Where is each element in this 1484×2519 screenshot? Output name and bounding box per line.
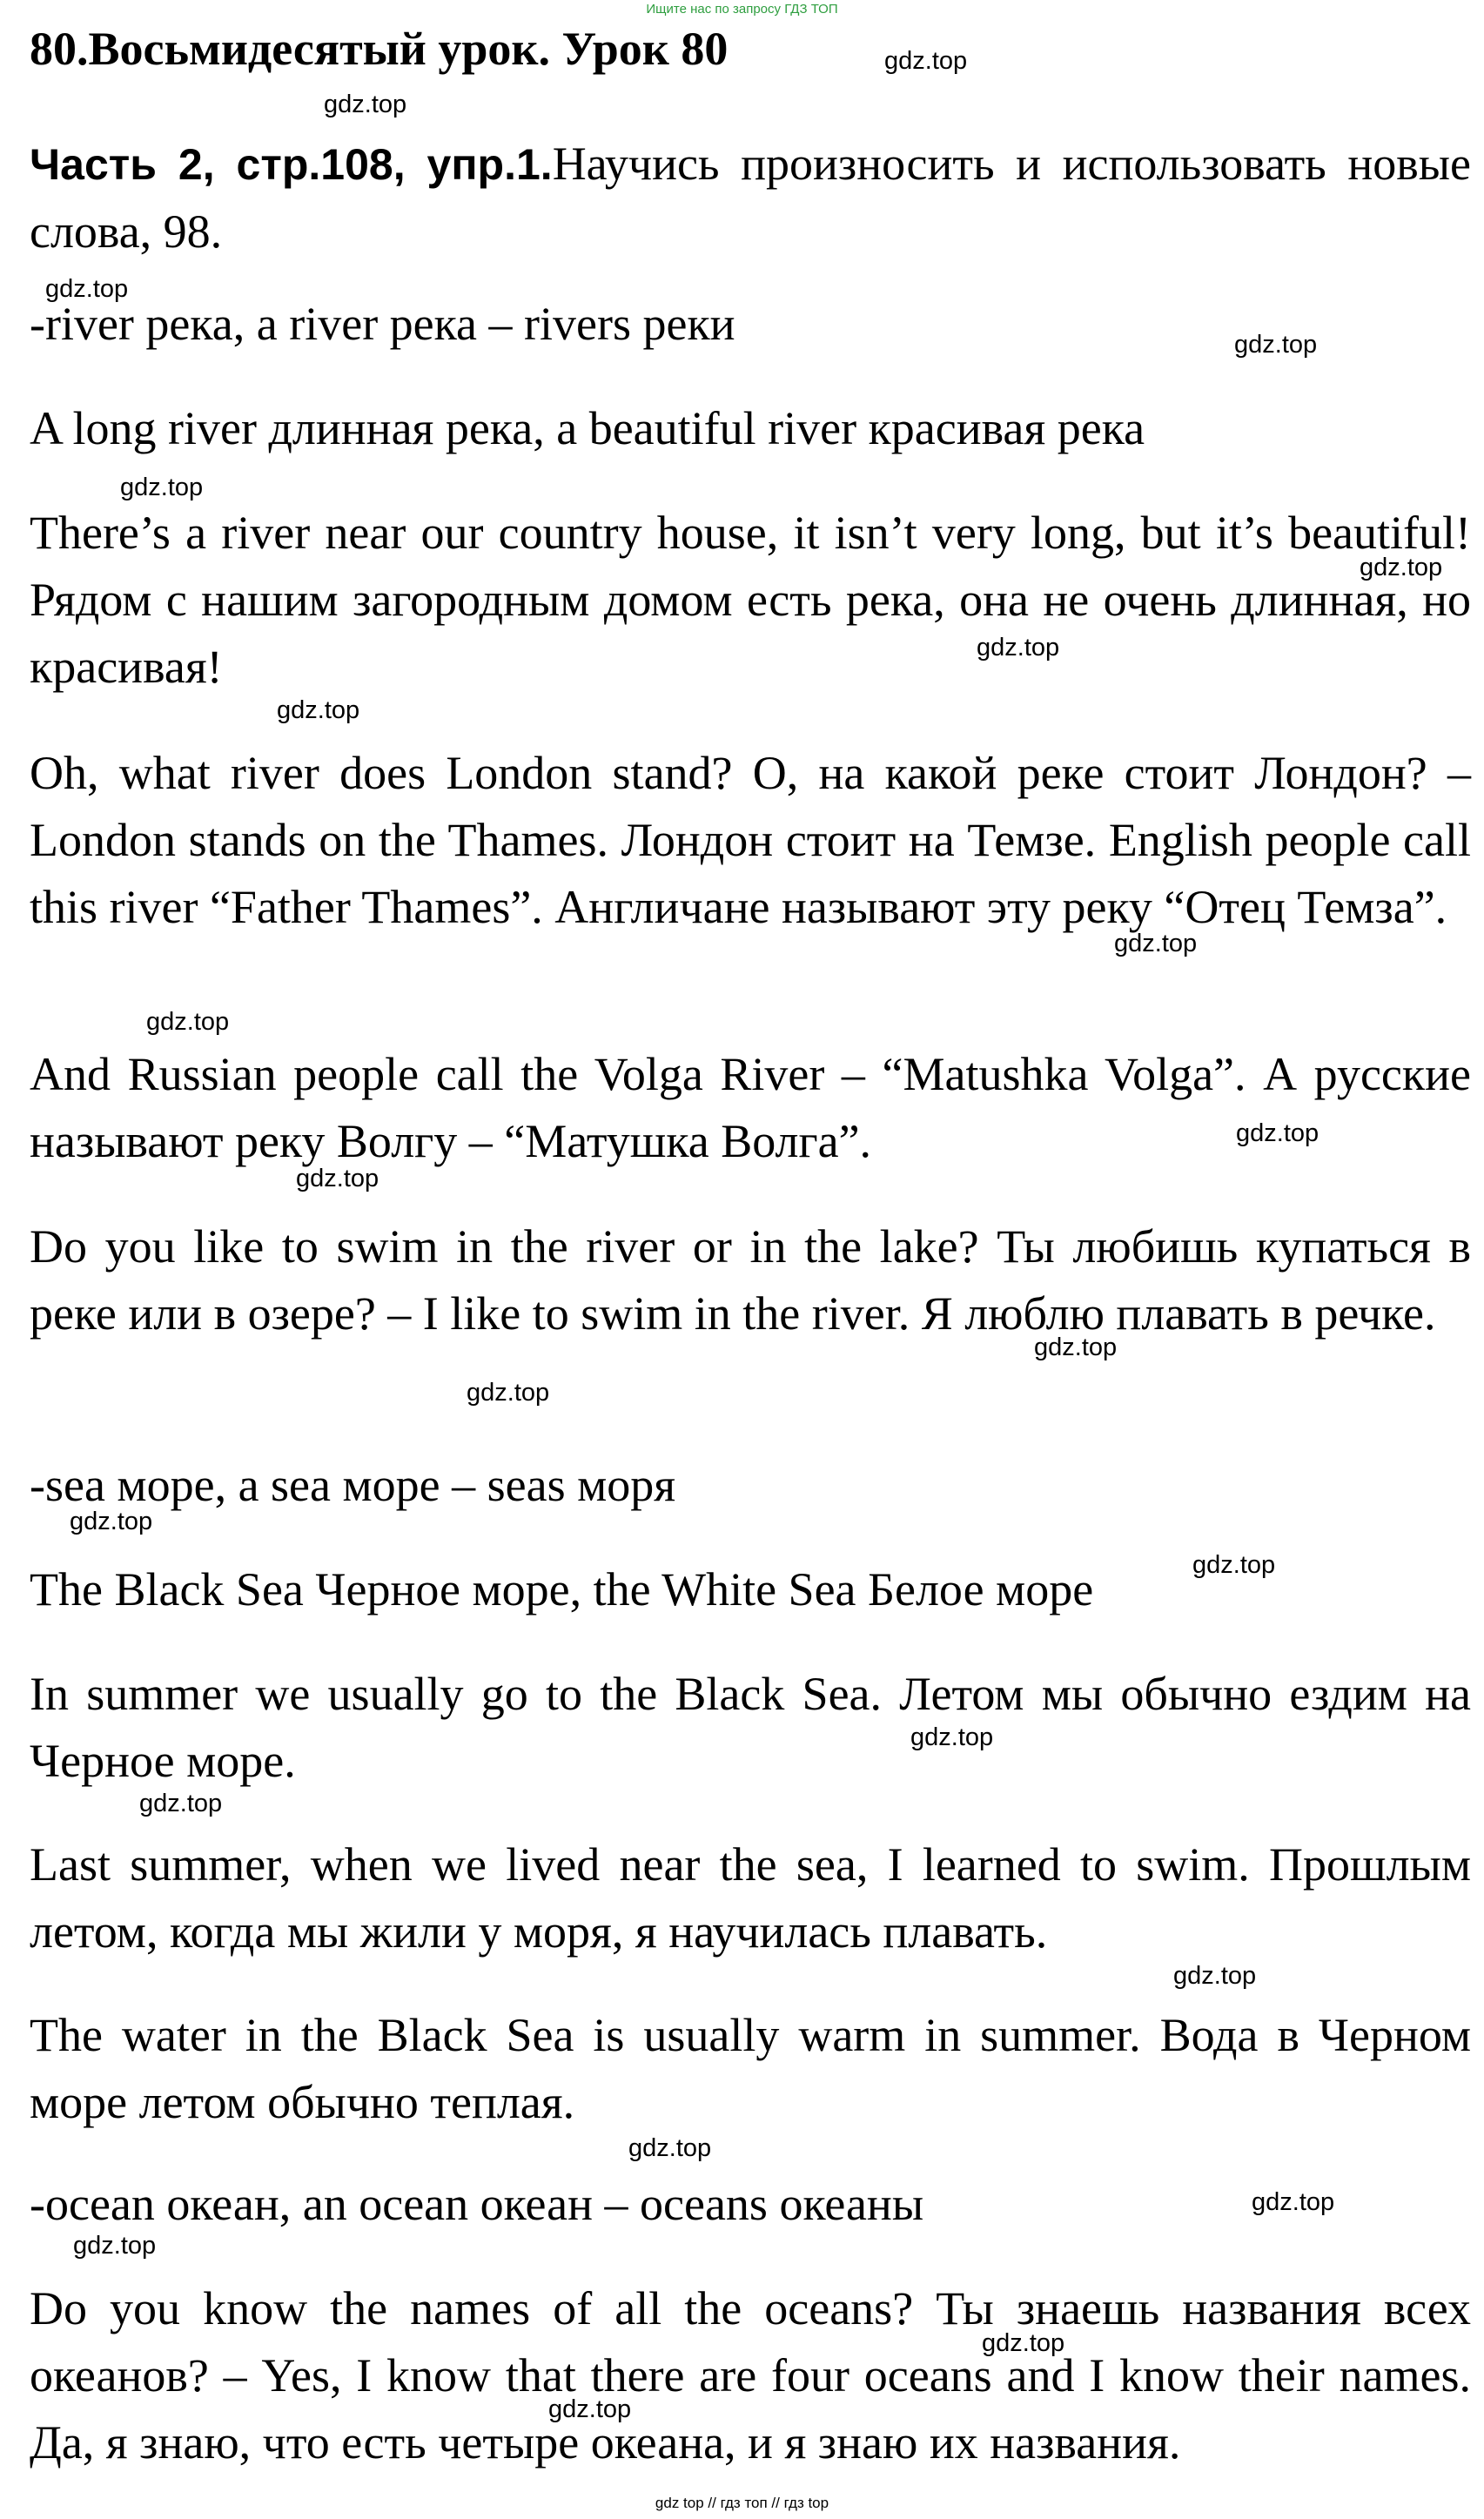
paragraph-volga: And Russian people call the Volga River – “Matushka Volga”. А русские называют реку Волгу – “Матушка Волга”. (30, 1048, 1471, 1167)
watermark: gdz.top (467, 1379, 550, 1407)
exercise-reference: Часть 2, стр.108, упр.1. (30, 140, 553, 189)
watermark: gdz.top (296, 1165, 379, 1192)
top-search-note[interactable]: Ищите нас по запросу ГДЗ ТОП (646, 2, 838, 17)
paragraph-london-thames: Oh, what river does London stand? О, на какой реке стоит Лондон? – London stands on the Thames. Лондон стоит на Темзе. English people call this river “Father Thames”. Англичане называют эту реку “Отец Темза”. (30, 747, 1471, 933)
watermark: gdz.top (70, 1508, 153, 1535)
paragraph-water-warm: The water in the Black Sea is usually warm in summer. Вода в Черном море летом обычно теплая. (30, 2009, 1471, 2128)
watermark: gdz.top (1252, 2188, 1335, 2216)
watermark: gdz.top (73, 2232, 157, 2260)
watermark: gdz.top (982, 2329, 1065, 2357)
watermark: gdz.top (45, 275, 129, 303)
watermark: gdz.top (1236, 1119, 1319, 1147)
paragraph-summer-black-sea: In summer we usually go to the Black Sea. Летом мы обычно ездим на Черное море. (30, 1668, 1471, 1787)
paragraph-oceans-names: Do you know the names of all the oceans? Ты знаешь названия всех океанов? – Yes, I know that there are four oceans and I know their names. Да, я знаю, что есть четыре океана, и я знаю их названия. (30, 2282, 1471, 2469)
footer-watermark: gdz top // гдз топ // гдз top (655, 2495, 829, 2511)
paragraph-swim-river: Do you like to swim in the river or in the lake? Ты любишь купаться в реке или в озере? – I like to swim in the river. Я люблю плавать в речке. (30, 1220, 1471, 1340)
watermark: gdz.top (1114, 930, 1198, 957)
watermark: gdz.top (324, 91, 407, 118)
watermark: gdz.top (139, 1790, 223, 1817)
watermark: gdz.top (146, 1008, 230, 1036)
paragraph-sea-forms: -sea море, a sea море – seas моря (30, 1459, 676, 1511)
watermark: gdz.top (1234, 331, 1318, 359)
paragraph-long-river: A long river длинная река, a beautiful river красивая река (30, 402, 1145, 454)
paragraph-country-house: There’s a river near our country house, it isn’t very long, but it’s beautiful! Рядом с нашим загородным домом есть река, она не очень длинная, но красивая! (30, 507, 1471, 693)
lesson-title: 80.Восьмидесятый урок. Урок 80 (30, 23, 729, 75)
exercise-instruction: Научись произносить и использовать новые слова, 98. (30, 138, 1471, 258)
watermark: gdz.top (1360, 554, 1443, 581)
paragraph-river-forms: -river река, a river река – rivers реки (30, 298, 735, 350)
watermark: gdz.top (1192, 1551, 1276, 1579)
watermark: gdz.top (628, 2134, 712, 2162)
watermark: gdz.top (277, 696, 360, 724)
paragraph-black-white-sea: The Black Sea Черное море, the White Sea Белое море (30, 1563, 1094, 1616)
exercise-heading (30, 131, 1471, 265)
watermark: gdz.top (548, 2395, 632, 2423)
watermark: gdz.top (910, 1723, 994, 1751)
paragraph-learned-swim: Last summer, when we lived near the sea, I learned to swim. Прошлым летом, когда мы жили у моря, я научилась плавать. (30, 1838, 1471, 1958)
watermark: gdz.top (120, 474, 204, 501)
watermark: gdz.top (884, 47, 968, 75)
paragraph-ocean-forms: -ocean океан, an ocean океан – oceans океаны (30, 2178, 924, 2230)
watermark: gdz.top (977, 634, 1060, 662)
watermark: gdz.top (1034, 1333, 1118, 1361)
watermark: gdz.top (1173, 1962, 1257, 1990)
